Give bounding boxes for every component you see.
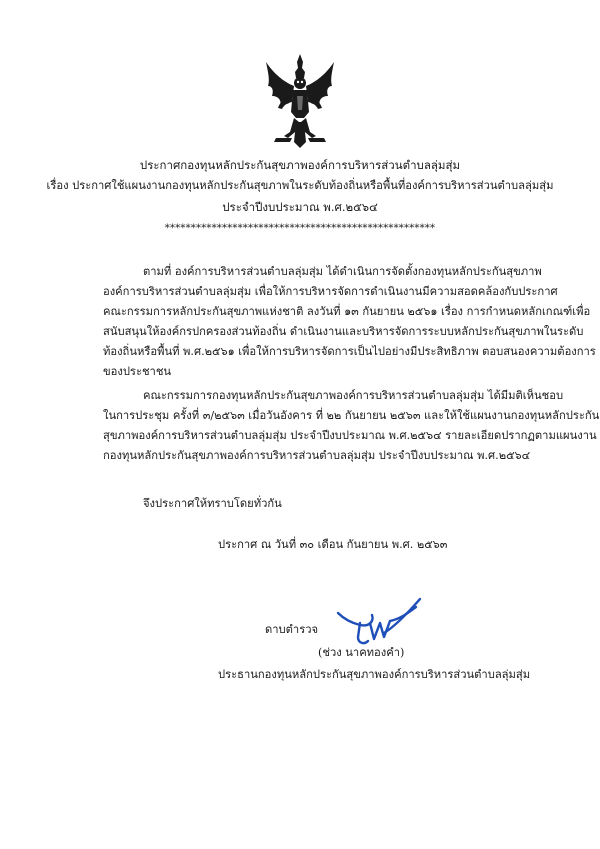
divider-stars: **************************************************** (164, 223, 436, 234)
announcement-date: ประกาศ ณ วันที่ ๓๐ เดือน กันยายน พ.ศ. ๒๕๖๓ (218, 538, 448, 551)
document-subject: เรื่อง ประกาศใช้แผนงานกองทุนหลักประกันสุขภาพในระดับท้องถิ่นหรือพื้นที่องค์การบริหารส่วนตำบลลุ่มสุ่ม (46, 179, 554, 192)
text-line: กองทุนหลักประกันสุขภาพองค์การบริหารส่วนตำบลลุ่มสุ่ม ประจำปีงบประมาณ พ.ศ.๒๕๖๔ (103, 449, 531, 462)
text-line: คณะกรรมการกองทุนหลักประกันสุขภาพองค์การบริหารส่วนตำบลลุ่มสุ่ม ได้มีมติเห็นชอบ (143, 389, 564, 402)
paragraph-2 (103, 386, 600, 466)
text-line: ในการประชุม ครั้งที่ ๓/๒๕๖๓ เมื่อวันอังคาร ที่ ๒๒ กันยายน ๒๕๖๓ และให้ใช้แผนงานกองทุนหลักประกัน (103, 409, 600, 422)
signer-name: (ช่วง นาคทองคำ) (318, 646, 405, 659)
announcement-line: จึงประกาศให้ทราบโดยทั่วกัน (143, 497, 282, 510)
text-line: ตามที่ องค์การบริหารส่วนตำบลลุ่มสุ่ม ได้ดำเนินการจัดตั้งกองทุนหลักประกันสุขภาพ (143, 265, 542, 278)
text-line: สุขภาพองค์การบริหารส่วนตำบลลุ่มสุ่ม ประจำปีงบประมาณ พ.ศ.๒๕๖๔ รายละเอียดปรากฏตามแผนงาน (103, 429, 597, 442)
text-line: สนับสนุนให้องค์กรปกครองส่วนท้องถิ่น ดำเนินงานและบริหารจัดการระบบหลักประกันสุขภาพในระดับ (103, 325, 584, 338)
fiscal-year-line: ประจำปีงบประมาณ พ.ศ.๒๕๖๔ (222, 200, 378, 214)
text-line: ท้องถิ่นหรือพื้นที่ พ.ศ.๒๕๖๑ เพื่อให้การบริหารจัดการเป็นไปอย่างมีประสิทธิภาพ ตอบสนองความต้องการ (103, 345, 596, 358)
text-line: คณะกรรมการหลักประกันสุขภาพแห่งชาติ ลงวันที่ ๑๓ กันยายน ๒๕๖๑ เรื่อง การกำหนดหลักเกณฑ์เพื่อ (103, 305, 591, 318)
signer-position: ประธานกองทุนหลักประกันสุขภาพองค์การบริหารส่วนตำบลลุ่มสุ่ม (218, 668, 531, 681)
paragraph-1 (103, 262, 596, 382)
text-line: ของประชาชน (103, 365, 172, 378)
garuda-emblem-icon (262, 52, 338, 150)
document-title: ประกาศกองทุนหลักประกันสุขภาพองค์การบริหารส่วนตำบลลุ่มสุ่ม (139, 158, 461, 172)
signer-rank: ดาบตำรวจ (265, 623, 319, 636)
signature-icon (330, 593, 430, 653)
text-line: องค์การบริหารส่วนตำบลลุ่มสุ่ม เพื่อให้การบริหารจัดการดำเนินงานมีความสอดคล้องกับประกาศ (103, 285, 558, 298)
